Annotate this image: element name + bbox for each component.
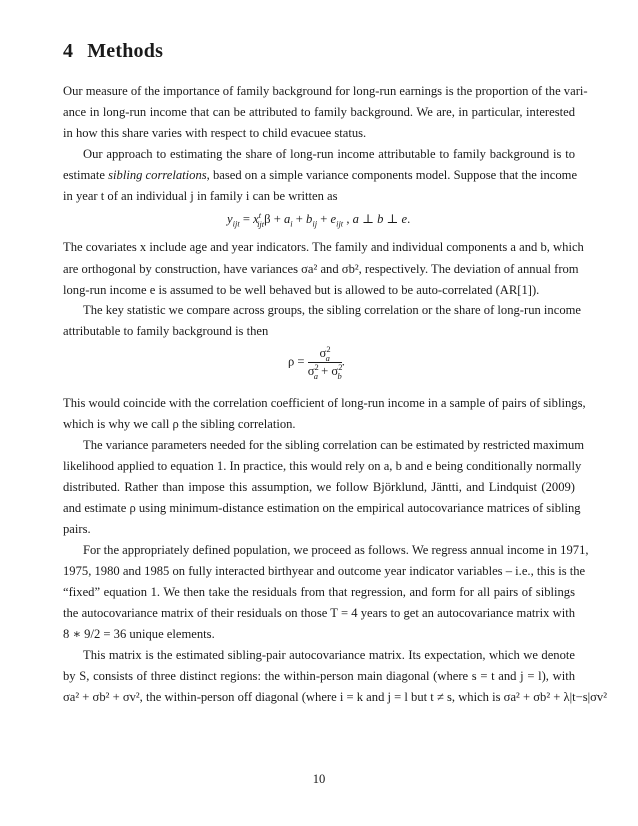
section-title: Methods [87, 40, 164, 62]
p7-line-5: 8 ∗ 9/2 = 36 unique elements. [63, 627, 215, 641]
p3-line-1: The covariates x include age and year indicators. The family and individual components a and b, which [63, 240, 584, 254]
p7-line-3: “fixed” equation 1. We then take the residuals from that regression, and form for all pairs of siblings [63, 585, 575, 599]
p8-line-3: σa² + σb² + σv², the within-person off diagonal (where i = k and j = l but t ≠ s, which is σa² + σb² + λ|t−s|σv² [63, 690, 608, 704]
p7-line-1: For the appropriately defined population, we proceed as follows. We regress annual income in 1971, [83, 543, 589, 557]
p6-line-2: likelihood applied to equation 1. In practice, this would rely on a, b and e being conditionally normally [63, 459, 582, 473]
p6-line-4: and estimate ρ using minimum-distance estimation on the empirical autocovariance matrices of sibling [63, 501, 581, 515]
p2-line-2 [63, 168, 578, 183]
p3-line-2: are orthogonal by construction, have variances σa² and σb², respectively. The deviation of annual from [63, 262, 579, 276]
p2-line-3: in year t of an individual j in family i can be written as [63, 189, 338, 203]
p4-line-1: The key statistic we compare across groups, the sibling correlation or the share of long-run income [83, 303, 582, 317]
p7-line-4: the autocovariance matrix of their residuals on those T = 4 years to get an autocovariance matrix with [63, 606, 575, 620]
p7-line-2: 1975, 1980 and 1985 on fully interacted birthyear and outcome year indicator variables – i.e., this is the [63, 564, 586, 578]
equation-1 [63, 211, 575, 229]
equation-1-body: $y_{ijt} = x^t_{ijt}\beta + a_i + b_{ij} + e_{ijt}$ , a ⊥ b ⊥ e. [227, 209, 411, 229]
equation-2-body: ρ = $\frac{\sigma^2_a}{\sigma^2_a + \sigma^2_b}$ . [288, 343, 345, 381]
p5-line-2: which is why we call ρ the sibling correlation. [63, 417, 296, 431]
p1-line-3: in how this share varies with respect to child evacuee status. [63, 126, 367, 140]
p5-line-1: This would coincide with the correlation coefficient of long-run income in a sample of pairs of siblings, [63, 396, 586, 410]
p8-line-1: This matrix is the estimated sibling-pair autocovariance matrix. Its expectation, which we denote [83, 648, 575, 662]
p2-line-2a: estimate [63, 168, 109, 182]
p6-line-1: The variance parameters needed for the sibling correlation can be estimated by restricted maximum [83, 438, 585, 452]
p6-line-5: pairs. [63, 522, 91, 536]
p2-emphasis: sibling correlations [108, 168, 207, 182]
section-number: 4 [63, 40, 74, 62]
p3-line-3: long-run income e is assumed to be well behaved but is allowed to be auto-correlated (AR[1]). [63, 283, 540, 297]
p2-line-1: Our approach to estimating the share of long-run income attributable to family background is to [83, 147, 575, 161]
page-number: 10 [312, 772, 326, 786]
p2-line-2c: , based on a simple variance components model. Suppose that the income [206, 168, 578, 182]
p1-line-2: ance in long-run income that can be attributed to family background. We are, in particular, interested [63, 105, 575, 119]
p8-line-2: by S, consists of three distinct regions: the within-person main diagonal (where s = t and j = l), with [63, 669, 575, 683]
section-heading [63, 40, 163, 63]
p4-line-2: attributable to family background is then [63, 324, 269, 338]
equation-2 [63, 344, 575, 388]
p6-line-3: distributed. Rather than impose this assumption, we follow Björklund, Jäntti, and Lindquist (2009) [63, 480, 575, 494]
p1-line-1: Our measure of the importance of family background for long-run earnings is the proportion of the vari- [63, 84, 588, 98]
